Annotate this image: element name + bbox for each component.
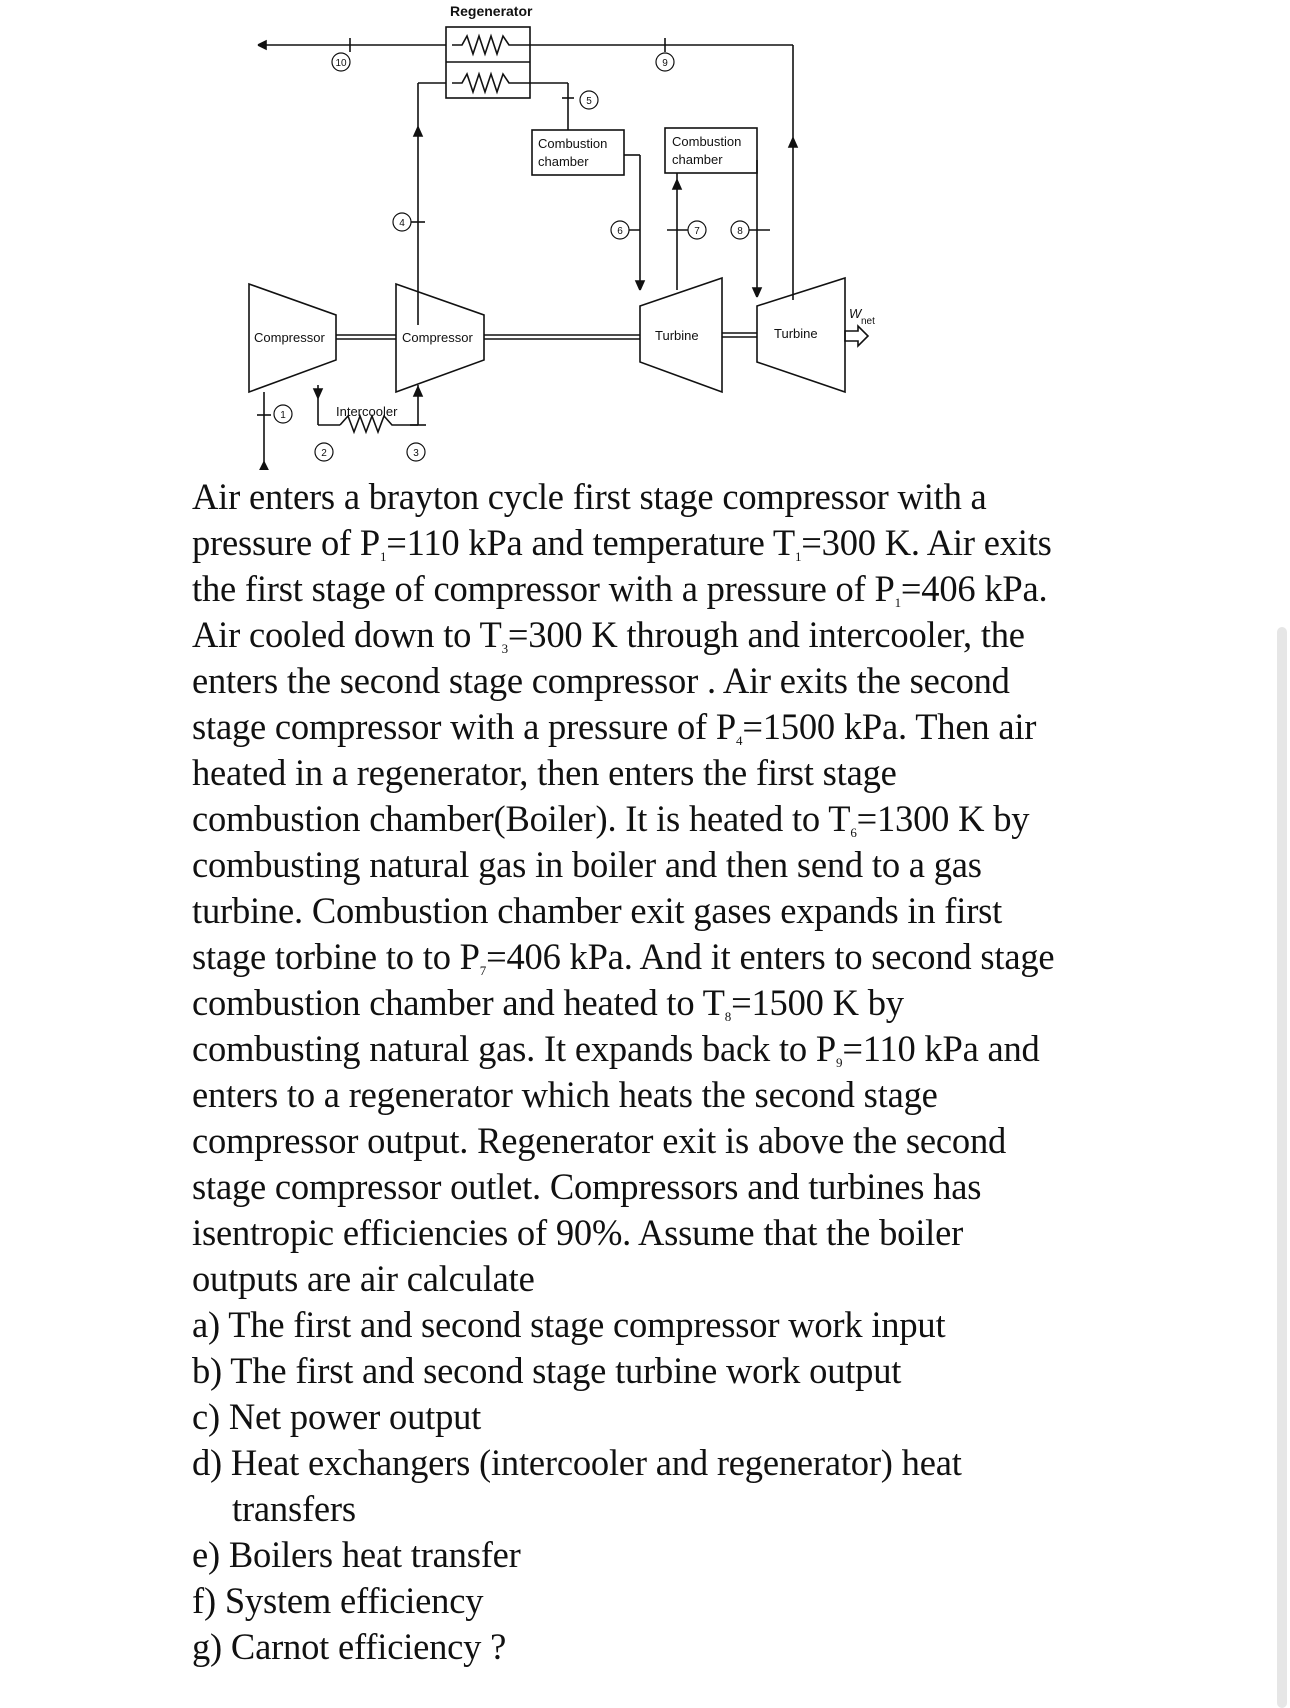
question-e: e) Boilers heat transfer bbox=[192, 1534, 521, 1575]
question-b: b) The first and second stage turbine work output bbox=[192, 1350, 902, 1391]
state-6-label: 6 bbox=[617, 226, 623, 237]
regenerator-label: Regenerator bbox=[450, 3, 533, 19]
compressor-1-label: Compressor bbox=[254, 330, 325, 345]
state-9-label: 9 bbox=[662, 58, 668, 69]
turbine-1-label: Turbine bbox=[655, 328, 699, 343]
state-4-label: 4 bbox=[399, 218, 405, 229]
question-list bbox=[192, 1302, 1152, 1670]
state-1-label: 1 bbox=[280, 410, 286, 421]
state-2-label: 2 bbox=[321, 448, 327, 459]
question-f: f) System efficiency bbox=[192, 1580, 484, 1621]
problem-statement bbox=[192, 474, 1152, 1670]
regenerator-coil-top bbox=[452, 36, 522, 54]
regenerator-coil-bottom bbox=[452, 74, 522, 92]
state-10-label: 10 bbox=[335, 58, 347, 69]
state-5-label: 5 bbox=[586, 96, 592, 107]
combustion-chamber-1-label: Combustion bbox=[538, 136, 608, 151]
problem-paragraph: Air enters a brayton cycle first stage compressor with a pressure of $P_1=110$ kPa and temperature $T_1=300$ K. Air exits the first stage of compressor with a pressure of $P_1=406$ kPa. Air cooled down to $T_3=300$ K through and intercooler, the enters the second stage compressor . Air exits the second stage compressor with a pressure of $P_4=1500$ kPa. Then air heated in a regenerator, then enters the first stage combustion chamber(Boiler). It is heated to $T_6=1300$ K by combusting natural gas in boiler and then send to a gas turbine. Combustion chamber exit gases expands in first stage torbine to to $P_7=406$ kPa. And it enters to second stage combustion chamber and heated to $T_8=1500$ K by combusting natural gas. It expands back to $P_9=110$ kPa and enters to a regenerator which heats the second stage compressor output. Regenerator exit is above the second stage compressor outlet. Compressors and turbines has isentropic efficiencies of 90%. Assume that the boiler outputs are air calculate bbox=[192, 476, 1055, 1299]
question-d: d) Heat exchangers (intercooler and regenerator) heat transfers bbox=[192, 1442, 962, 1529]
wnet-label: W bbox=[849, 306, 862, 321]
state-7-label: 7 bbox=[694, 226, 700, 237]
state-8-label: 8 bbox=[737, 226, 743, 237]
combustion-chamber-1-sublabel: chamber bbox=[538, 154, 589, 169]
vertical-scrollbar[interactable] bbox=[1277, 627, 1287, 1708]
question-c: c) Net power output bbox=[192, 1396, 482, 1437]
wnet-arrow bbox=[845, 326, 868, 346]
combustion-chamber-2-label: Combustion bbox=[672, 134, 742, 149]
state-3-label: 3 bbox=[413, 448, 419, 459]
brayton-cycle-diagram bbox=[0, 0, 1290, 470]
wnet-sublabel: net bbox=[861, 316, 875, 327]
turbine-2-label: Turbine bbox=[774, 326, 818, 341]
question-g: g) Carnot efficiency ? bbox=[192, 1626, 507, 1667]
intercooler-label: Intercooler bbox=[336, 404, 398, 419]
compressor-2-label: Compressor bbox=[402, 330, 473, 345]
combustion-chamber-2-sublabel: chamber bbox=[672, 152, 723, 167]
question-a: a) The first and second stage compressor work input bbox=[192, 1304, 946, 1345]
